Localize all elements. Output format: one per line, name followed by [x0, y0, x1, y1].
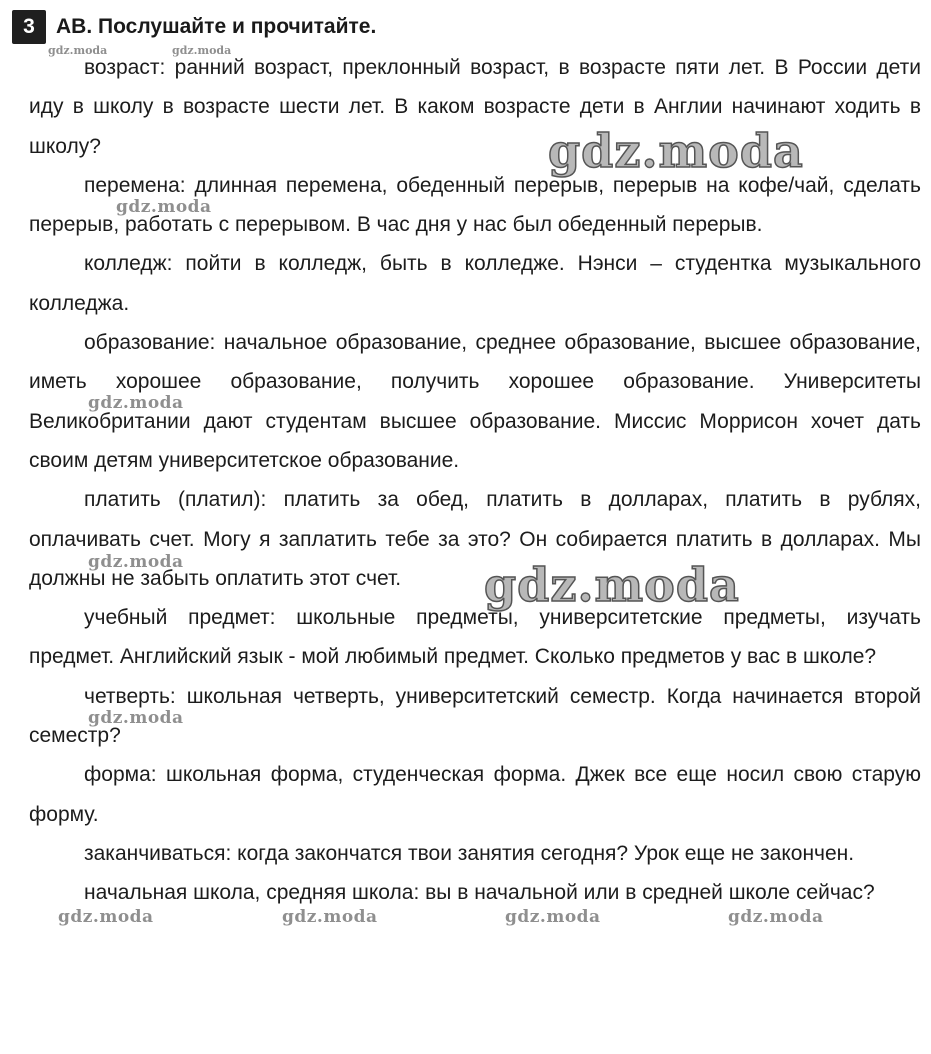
- exercise-number-badge: 3: [12, 10, 46, 44]
- paragraph-kolledzh: колледж: пойти в колледж, быть в колледже. Нэнси – студентка музыкального колледжа.: [29, 252, 921, 315]
- paragraph-peremena: перемена: длинная перемена, обеденный перерыв, перерыв на кофе/чай, сделать перерыв, работать с перерывом. В час дня у нас был обеденный перерыв.: [29, 173, 921, 237]
- paragraph-predmet: учебный предмет: школьные предметы, университетские предметы, изучать предмет. Английский язык - мой любимый предмет. Сколько предметов у вас в школе?: [29, 606, 921, 669]
- watermark: gdz.moda: [88, 552, 184, 572]
- paragraph-obrazovanie: образование: начальное образование, среднее образование, высшее образование, иметь хорошее образование, получить хорошее образование. Университеты Великобритании дают студентам высшее образование. Миссис Моррисон хочет дать своим детям университетское образование.: [29, 331, 921, 472]
- exercise-header: [12, 10, 376, 44]
- paragraph-zakanchivatsya: заканчиваться: когда закончатся твои занятия сегодня? Урок еще не закончен.: [84, 841, 855, 865]
- watermark: gdz.moda: [282, 907, 378, 927]
- watermark: gdz.moda: [116, 197, 212, 217]
- paragraph-platit: платить (платил): платить за обед, платить в долларах, платить в рублях, оплачивать счет. Могу я заплатить тебе за это? Он собирается платить в долларах. Мы должны не забыть оплатить этот счет.: [29, 488, 921, 590]
- watermark-large: gdz.moda: [548, 124, 804, 178]
- paragraph-shkola: начальная школа, средняя школа: вы в начальной или в средней школе сейчас?: [84, 881, 875, 905]
- watermark: gdz.moda: [88, 708, 184, 728]
- watermark-large: gdz.moda: [484, 558, 740, 612]
- paragraph-forma: форма: школьная форма, студенческая форма. Джек все еще носил свою старую форму.: [29, 763, 921, 826]
- watermark: gdz.moda: [172, 44, 232, 57]
- watermark: gdz.moda: [505, 907, 601, 927]
- watermark: gdz.moda: [88, 393, 184, 413]
- watermark: gdz.moda: [728, 907, 824, 927]
- paragraph-chetvert: четверть: школьная четверть, университетский семестр. Когда начинается второй семестр?: [29, 684, 921, 748]
- watermark: gdz.moda: [48, 44, 108, 57]
- exercise-title: AB. Послушайте и прочитайте.: [56, 15, 377, 38]
- paragraph-vozrast: возраст: ранний возраст, преклонный возраст, в возрасте пяти лет. В России дети иду в школу в возрасте шести лет. В каком возрасте дети в Англии начинают ходить в школу?: [29, 56, 921, 158]
- watermark: gdz.moda: [58, 907, 154, 927]
- exercise-body: [29, 48, 921, 913]
